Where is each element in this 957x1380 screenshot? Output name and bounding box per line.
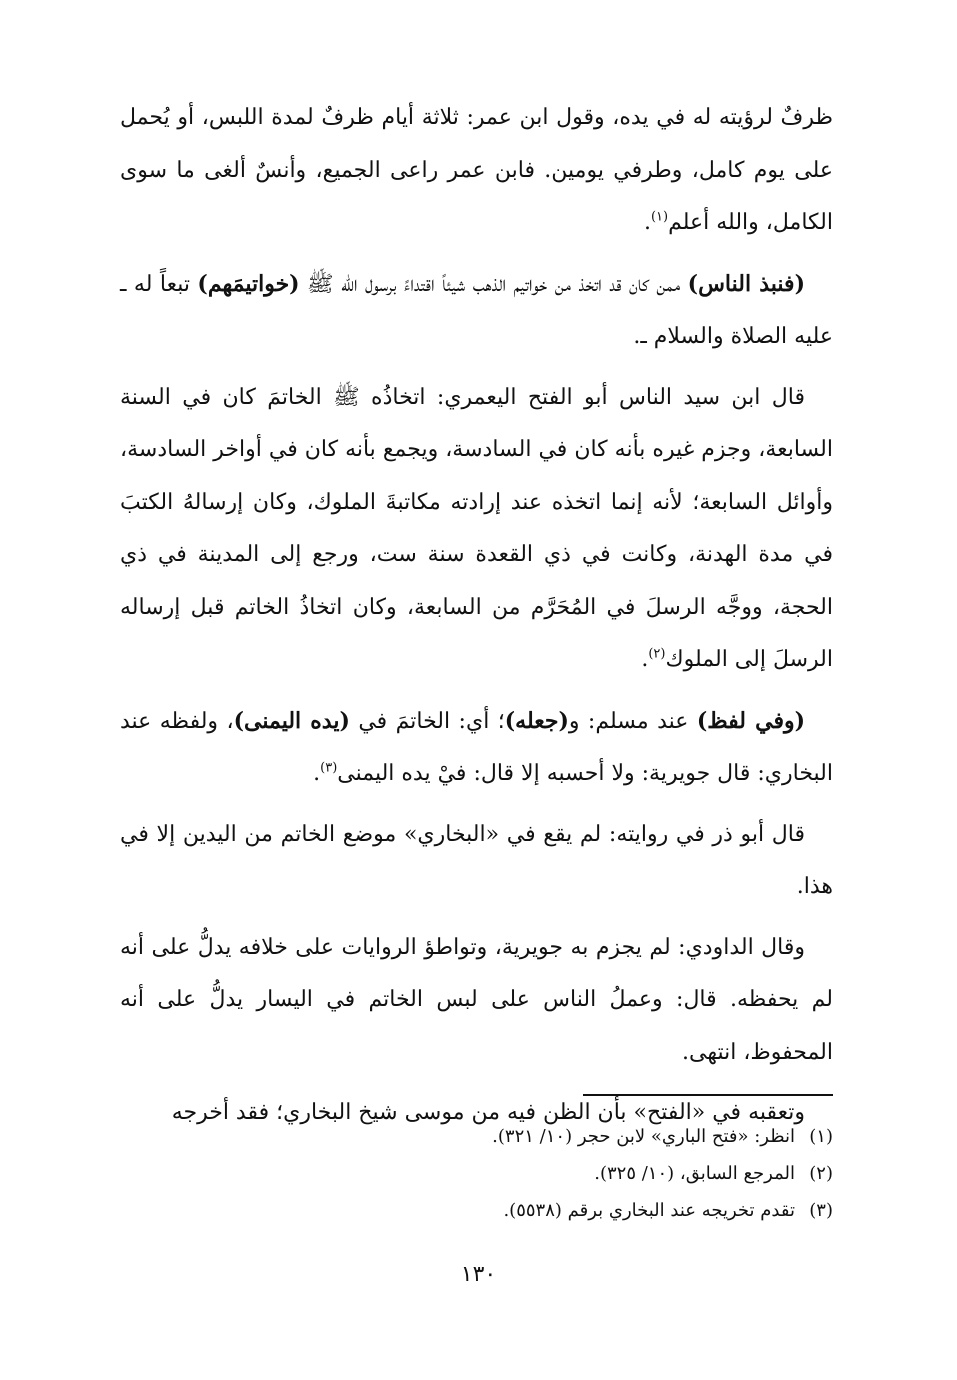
- footnote-number: (١): [809, 1126, 833, 1147]
- paragraph-4: (وفي لفظ) عند مسلم: و(جعله)؛ أي: الخاتمَ في (يده اليمنى)، ولفظه عند البخاري: قال جويرية: ولا أحسبه إلا قال: فيْ يده اليمنى$^{(٣)}$.: [120, 707, 833, 786]
- paragraph-2: (فنبذ الناس) ممن كان قد اتخذ من خواتيم الذهب شيئاً اقتداءً برسول الله ﷺ (خواتيمَهم) تبعاً له ـ عليه الصلاة والسلام ـ.: [120, 270, 833, 349]
- footnotes: [300, 1118, 833, 1229]
- paragraph-1: ظرفٌ لرؤيته له في يده، وقول ابن عمر: ثلاثة أيام ظرفٌ لمدة اللبس، أو يُحمل على يوم كامل، وطرفي يومين. فابن عمر راعى الجميع، وأنسٌ ألغى ما سوى الكامل، والله أعلم$^{(١)}$.: [120, 105, 833, 235]
- keyword: (وفي لفظ): [696, 707, 805, 734]
- footnote-3: [300, 1192, 833, 1229]
- paragraph-7: وتعقبه في «الفتح» بأن الظن فيه من موسى شيخ البخاري؛ فقد أخرجه: [171, 1100, 805, 1125]
- footnote-ref-2[interactable]: (٢): [648, 646, 666, 662]
- footnote-text: المرجع السابق، (١٠/ ٣٢٥).: [594, 1163, 795, 1184]
- page-number: ١٣٠: [460, 1262, 497, 1287]
- keyword: (يده اليمنى): [233, 707, 350, 734]
- main-text: [120, 92, 833, 1148]
- footnote-ref-3[interactable]: (٣): [320, 760, 338, 776]
- paragraph-6: وقال الداودي: لم يجزم به جويرية، وتواطؤ الروايات على خلافه يدلُّ على أنه لم يحفظه. قال: وعملُ الناس على لبس الخاتم في اليسار يدلُّ على أنه المحفوظ، انتهى.: [120, 934, 833, 1065]
- paragraph-5: قال أبو ذر في روايته: لم يقع في «البخاري» موضع الخاتم من اليدين إلا في هذا.: [120, 821, 833, 899]
- paragraph-3: قال ابن سيد الناس أبو الفتح اليعمري: اتخاذُه ﷺ الخاتمَ كان في السنة السابعة، وجزم غيره بأنه كان في السادسة، ويجمع بأنه كان في أواخر السادسة، وأوائل السابعة؛ لأنه إنما اتخذه عند إرادته مكاتبةَ الملوك، وكان إرسالهُ الكتبَ في مدة الهدنة، وكانت في ذي القعدة سنة ست، ورجع إلى المدينة في ذي الحجة، ووجَّه الرسلَ في المُحَرَّم من السابعة، وكان اتخاذُ الخاتم قبل إرساله الرسلَ إلى الملوك$^{(٢)}$.: [120, 384, 833, 672]
- keyword: (جعله): [504, 707, 569, 734]
- keyword: (خواتيمَهم): [197, 270, 300, 297]
- footnote-divider: [583, 1094, 833, 1096]
- footnote-text: انظر: «فتح الباري» لابن حجر (١٠/ ٣٢١).: [492, 1126, 795, 1147]
- footnote-number: (٢): [809, 1163, 833, 1184]
- footnote-1: [300, 1118, 833, 1155]
- footnote-2: [300, 1155, 833, 1192]
- footnote-ref-1[interactable]: (١): [650, 209, 669, 225]
- footnote-text: تقدم تخريجه عند البخاري برقم (٥٥٣٨).: [503, 1200, 795, 1221]
- keyword: (فنبذ الناس): [687, 270, 805, 297]
- footnote-number: (٣): [809, 1200, 833, 1221]
